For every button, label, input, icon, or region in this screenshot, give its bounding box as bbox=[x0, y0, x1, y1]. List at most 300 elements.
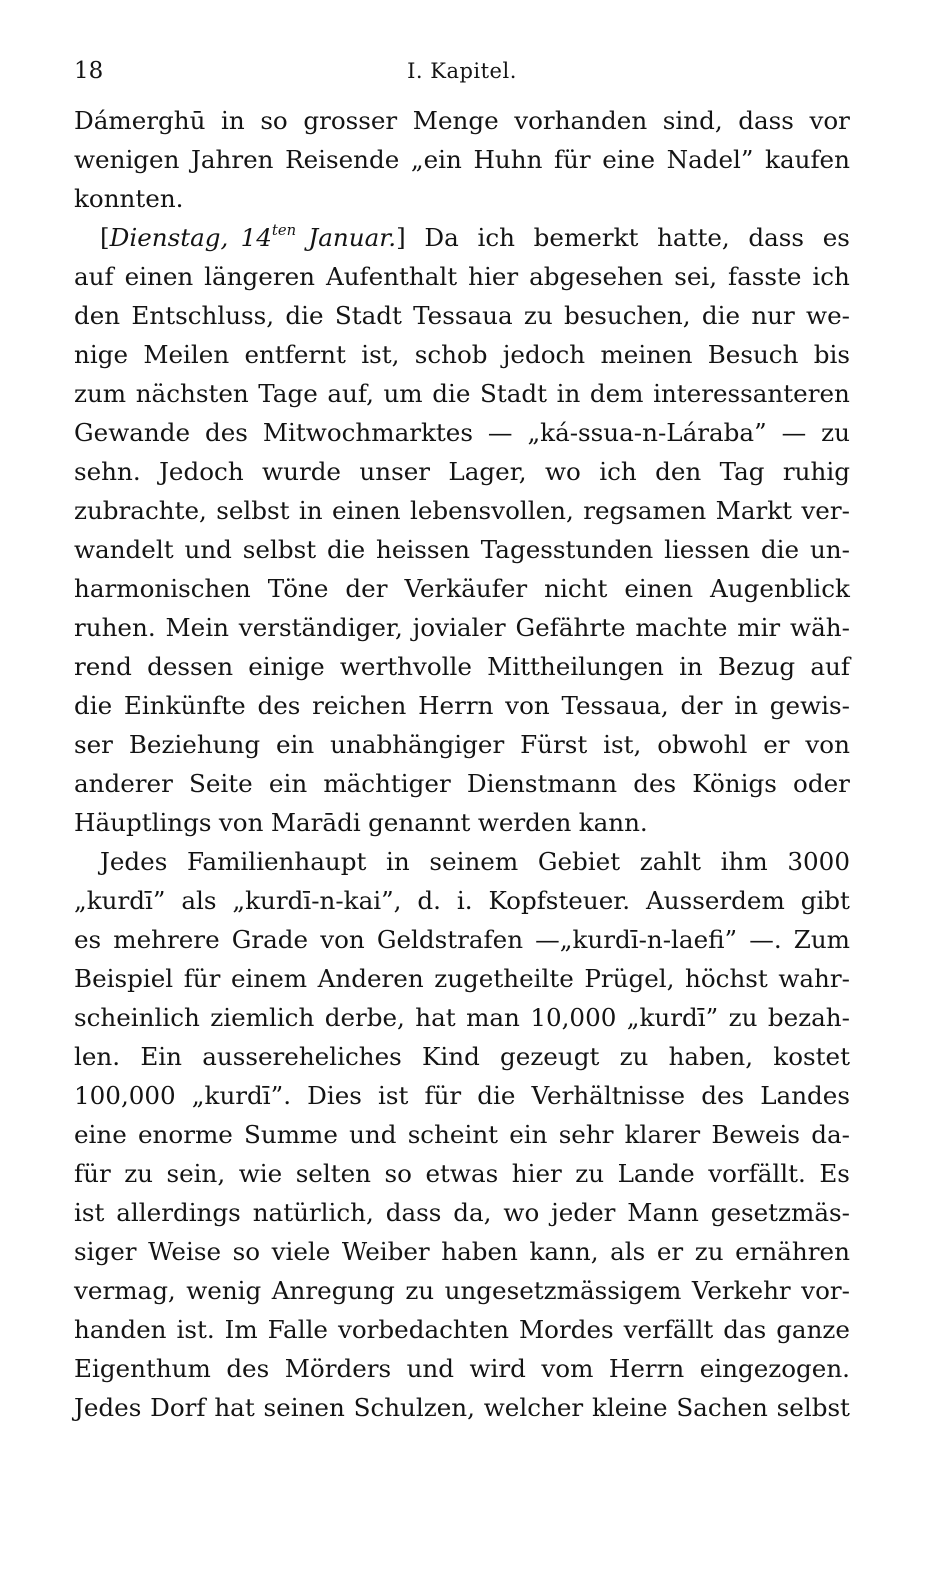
word: Dies bbox=[307, 1081, 362, 1110]
word: die bbox=[701, 301, 741, 330]
word: wäh- bbox=[790, 613, 850, 642]
text-line bbox=[74, 959, 850, 998]
word: sind, bbox=[662, 106, 723, 135]
text-line bbox=[74, 218, 850, 257]
word: in bbox=[734, 691, 759, 720]
word: Mein bbox=[165, 613, 229, 642]
word: es bbox=[822, 223, 850, 252]
word: das bbox=[723, 1315, 767, 1344]
word: schob bbox=[414, 340, 488, 369]
word: len. bbox=[74, 1042, 121, 1071]
word: Seite bbox=[189, 769, 253, 798]
word: einige bbox=[248, 652, 325, 681]
word: Beispiel bbox=[74, 964, 174, 993]
word: zubrachte, bbox=[74, 496, 207, 525]
word: nächsten bbox=[135, 379, 249, 408]
word: die bbox=[74, 691, 113, 720]
word: Verhältnisse bbox=[531, 1081, 686, 1110]
word: 3000 bbox=[787, 847, 850, 876]
date-bracket-open: [ bbox=[100, 223, 110, 252]
word: man bbox=[466, 1003, 520, 1032]
word: Grade bbox=[231, 925, 309, 954]
word: „ein bbox=[410, 145, 462, 174]
word: für bbox=[553, 145, 591, 174]
word: in bbox=[556, 379, 581, 408]
word: des bbox=[701, 1081, 745, 1110]
text-line bbox=[74, 608, 850, 647]
word: heissen bbox=[376, 535, 470, 564]
text-line bbox=[74, 764, 850, 803]
word: bis bbox=[813, 340, 850, 369]
word: eingezogen. bbox=[699, 1354, 850, 1383]
text-line bbox=[74, 101, 850, 140]
date-heading bbox=[100, 218, 406, 257]
word: selbst bbox=[216, 496, 290, 525]
word: Gefährte bbox=[515, 613, 626, 642]
word: allerdings bbox=[116, 1198, 241, 1227]
word: Verkehr bbox=[691, 1276, 791, 1305]
word: dass bbox=[738, 106, 794, 135]
word: Verkäufer bbox=[404, 574, 528, 603]
word: seinem bbox=[429, 847, 519, 876]
word: kostet bbox=[773, 1042, 850, 1071]
word: vom bbox=[541, 1354, 594, 1383]
word: — bbox=[781, 418, 807, 447]
word: kaufen bbox=[765, 145, 850, 174]
word: Häuptlings bbox=[74, 808, 212, 837]
word: etwas bbox=[425, 1159, 499, 1188]
word: „kurdī-n-kai”, bbox=[232, 886, 402, 915]
word: die bbox=[477, 1081, 516, 1110]
word: zu bbox=[575, 1159, 605, 1188]
word: Fürst bbox=[520, 730, 588, 759]
text-line bbox=[74, 1349, 850, 1388]
word: Landes bbox=[760, 1081, 850, 1110]
word: ver- bbox=[801, 496, 850, 525]
body-text bbox=[74, 101, 850, 1427]
word: von bbox=[218, 808, 264, 837]
word: ich bbox=[477, 223, 515, 252]
word: Im bbox=[224, 1315, 258, 1344]
text-line bbox=[74, 530, 850, 569]
word: regsamen bbox=[583, 496, 707, 525]
word: den bbox=[74, 301, 121, 330]
word: mehrere bbox=[113, 925, 220, 954]
word: auf, bbox=[327, 379, 374, 408]
word: in bbox=[386, 847, 410, 876]
word: und bbox=[406, 1354, 455, 1383]
word: selbst bbox=[776, 1393, 850, 1422]
word: Kopfsteuer. bbox=[488, 886, 631, 915]
word: liessen bbox=[664, 535, 751, 564]
word: ist bbox=[378, 1081, 409, 1110]
word: nur bbox=[751, 301, 795, 330]
word: hatte, bbox=[657, 223, 730, 252]
word: meinen bbox=[600, 340, 693, 369]
word: Mann bbox=[627, 1198, 699, 1227]
word: zu bbox=[405, 1276, 435, 1305]
word: Dienstmann bbox=[466, 769, 618, 798]
word: für bbox=[183, 964, 221, 993]
word: und bbox=[184, 535, 232, 564]
word: ziemlich bbox=[210, 1003, 315, 1032]
word: jedoch bbox=[502, 340, 586, 369]
word: vorhanden bbox=[514, 106, 648, 135]
word: unser bbox=[359, 457, 431, 486]
word: Gewande bbox=[74, 418, 191, 447]
word: gewis- bbox=[769, 691, 850, 720]
word: hier bbox=[511, 1159, 562, 1188]
word: konnten. bbox=[74, 184, 184, 213]
word: Weise bbox=[148, 1237, 221, 1266]
word: obwohl bbox=[657, 730, 748, 759]
word: bemerkt bbox=[533, 223, 639, 252]
word: Töne bbox=[267, 574, 329, 603]
word: des bbox=[226, 1354, 270, 1383]
text-line bbox=[74, 881, 850, 920]
word: da, bbox=[453, 1198, 492, 1227]
text-line bbox=[74, 179, 850, 218]
text-line bbox=[74, 1271, 850, 1310]
word: entfernt bbox=[244, 340, 346, 369]
text-line bbox=[74, 803, 850, 842]
word: dass bbox=[385, 1198, 442, 1227]
word: werthvolle bbox=[339, 652, 472, 681]
word: ein bbox=[275, 730, 315, 759]
word: Jedes bbox=[100, 847, 168, 876]
word: zu bbox=[619, 1042, 649, 1071]
word: bezah- bbox=[767, 1003, 850, 1032]
word: mächtiger bbox=[323, 769, 451, 798]
word: selbst bbox=[242, 535, 317, 564]
text-line bbox=[74, 842, 850, 881]
word: ist bbox=[74, 1198, 105, 1227]
word: Mörders bbox=[284, 1354, 392, 1383]
word: sei, bbox=[674, 262, 718, 291]
word: ihm bbox=[720, 847, 768, 876]
word: hat bbox=[415, 1003, 456, 1032]
word: anderer bbox=[74, 769, 173, 798]
word: mir bbox=[737, 613, 781, 642]
word: Tagesstunden bbox=[480, 535, 654, 564]
word: eine bbox=[74, 1120, 127, 1149]
word: hier bbox=[468, 262, 519, 291]
word: Ein bbox=[140, 1042, 182, 1071]
word: so bbox=[384, 1159, 412, 1188]
word: reichen bbox=[312, 691, 407, 720]
word: eine bbox=[602, 145, 656, 174]
word: Ausserdem bbox=[646, 886, 785, 915]
word: in bbox=[679, 652, 703, 681]
word: kleine bbox=[591, 1393, 668, 1422]
word: Prügel, bbox=[584, 964, 675, 993]
word: zugetheilte bbox=[434, 964, 574, 993]
word: ist, bbox=[361, 340, 400, 369]
word: rend bbox=[74, 652, 132, 681]
text-line bbox=[74, 257, 850, 296]
word: er bbox=[763, 730, 790, 759]
word: jeder bbox=[551, 1198, 616, 1227]
word: —„kurdī-n-laefi” bbox=[535, 925, 738, 954]
word: Mordes bbox=[518, 1315, 614, 1344]
word: Aufenthalt bbox=[325, 262, 458, 291]
word: einen bbox=[624, 574, 694, 603]
word: Einkünfte bbox=[123, 691, 246, 720]
word: Königs bbox=[692, 769, 777, 798]
text-line bbox=[74, 998, 850, 1037]
word: den bbox=[655, 457, 702, 486]
word: — bbox=[487, 418, 513, 447]
date-weekday: Dienstag, bbox=[109, 223, 229, 252]
running-head: I. Kapitel. bbox=[407, 59, 517, 83]
word: der bbox=[680, 691, 723, 720]
word: in bbox=[221, 106, 245, 135]
word: die bbox=[285, 301, 324, 330]
word: wo bbox=[503, 1198, 540, 1227]
word: um bbox=[383, 379, 423, 408]
word: Sachen bbox=[676, 1393, 768, 1422]
word: zahlt bbox=[639, 847, 701, 876]
word: „kurdī”. bbox=[191, 1081, 292, 1110]
word: sein, bbox=[166, 1159, 226, 1188]
word: längeren bbox=[204, 262, 315, 291]
word: ein bbox=[268, 769, 308, 798]
word: ruhig bbox=[782, 457, 850, 486]
word: zum bbox=[74, 379, 127, 408]
text-line bbox=[74, 491, 850, 530]
word: Besuch bbox=[707, 340, 799, 369]
text-line bbox=[74, 920, 850, 959]
word: ich bbox=[599, 457, 637, 486]
word: Mittheilungen bbox=[487, 652, 664, 681]
word: Augenblick bbox=[710, 574, 850, 603]
word: von bbox=[805, 730, 850, 759]
text-line bbox=[74, 725, 850, 764]
date-month: Januar. bbox=[308, 223, 397, 252]
word: dass bbox=[748, 223, 805, 252]
word: des bbox=[633, 769, 677, 798]
word: Tessaua, bbox=[561, 691, 669, 720]
word: 100,000 bbox=[74, 1081, 176, 1110]
word: ungesetzmässigem bbox=[444, 1276, 682, 1305]
word: Lager, bbox=[448, 457, 527, 486]
word: die bbox=[326, 535, 366, 564]
word: we- bbox=[806, 301, 850, 330]
word: werden bbox=[477, 808, 572, 837]
word: die bbox=[432, 379, 471, 408]
word: als bbox=[181, 886, 217, 915]
word: genannt bbox=[368, 808, 471, 837]
word: auf bbox=[810, 652, 850, 681]
word: Nadel” bbox=[666, 145, 754, 174]
word: jovialer bbox=[412, 613, 506, 642]
text-line bbox=[74, 335, 850, 374]
word: wandelt bbox=[74, 535, 174, 564]
word: enorme bbox=[138, 1120, 233, 1149]
word: einen bbox=[124, 262, 194, 291]
text-line bbox=[74, 1115, 850, 1154]
word: Lande bbox=[617, 1159, 695, 1188]
word: er bbox=[656, 1237, 684, 1266]
word: zu bbox=[821, 418, 850, 447]
word: nige bbox=[74, 340, 129, 369]
word: haben bbox=[441, 1237, 518, 1266]
date-day: 14 bbox=[240, 223, 272, 252]
date-day-suffix: ten bbox=[271, 221, 297, 239]
word: Anderen bbox=[317, 964, 424, 993]
word: Beziehung bbox=[128, 730, 261, 759]
word: kann, bbox=[529, 1237, 599, 1266]
word: natürlich, bbox=[252, 1198, 374, 1227]
word: des bbox=[257, 691, 301, 720]
word: des bbox=[205, 418, 248, 447]
text-line bbox=[74, 452, 850, 491]
word: handen bbox=[74, 1315, 167, 1344]
word: Da bbox=[424, 223, 459, 252]
word: Herrn bbox=[418, 691, 494, 720]
word: Zum bbox=[793, 925, 850, 954]
word: oder bbox=[793, 769, 850, 798]
word: seinen bbox=[263, 1393, 345, 1422]
word: verständiger, bbox=[238, 613, 403, 642]
word: vermag, bbox=[74, 1276, 176, 1305]
word: es bbox=[74, 925, 102, 954]
word: Schulzen, bbox=[353, 1393, 475, 1422]
text-line bbox=[74, 374, 850, 413]
word: Eigenthum bbox=[74, 1354, 211, 1383]
word: zu bbox=[728, 1003, 758, 1032]
word: Tag bbox=[719, 457, 765, 486]
word: klarer bbox=[624, 1120, 701, 1149]
word: haben, bbox=[668, 1042, 754, 1071]
word: ein bbox=[509, 1120, 548, 1149]
word: Beweis bbox=[711, 1120, 801, 1149]
word: interessanteren bbox=[653, 379, 850, 408]
word: scheinlich bbox=[74, 1003, 200, 1032]
word: Stadt bbox=[479, 379, 547, 408]
word: sehr bbox=[558, 1120, 614, 1149]
word: viele bbox=[271, 1237, 331, 1266]
page-header bbox=[74, 56, 850, 86]
word: verfällt bbox=[623, 1315, 714, 1344]
word: vor bbox=[809, 106, 850, 135]
text-line bbox=[74, 1232, 850, 1271]
word: wie bbox=[238, 1159, 283, 1188]
word: als bbox=[610, 1237, 646, 1266]
word: ruhen. bbox=[74, 613, 156, 642]
word: Weiber bbox=[341, 1237, 430, 1266]
word: Markt bbox=[715, 496, 793, 525]
word: vorbedachten bbox=[337, 1315, 510, 1344]
text-line bbox=[74, 686, 850, 725]
word: ist. bbox=[176, 1315, 215, 1344]
word: Tage bbox=[258, 379, 318, 408]
word: wahr- bbox=[778, 964, 850, 993]
word: scheint bbox=[407, 1120, 499, 1149]
page-number: 18 bbox=[74, 58, 104, 84]
text-line bbox=[74, 569, 850, 608]
word: Herrn bbox=[608, 1354, 685, 1383]
word: Summe bbox=[244, 1120, 338, 1149]
word: der bbox=[345, 574, 388, 603]
text-line bbox=[74, 296, 850, 335]
word: Menge bbox=[412, 106, 499, 135]
text-line bbox=[74, 1076, 850, 1115]
word: Geldstrafen bbox=[376, 925, 524, 954]
word: grosser bbox=[303, 106, 398, 135]
word: ernähren bbox=[735, 1237, 850, 1266]
word: selten bbox=[295, 1159, 372, 1188]
word: einem bbox=[230, 964, 308, 993]
word: Falle bbox=[267, 1315, 328, 1344]
word: unabhängiger bbox=[330, 730, 505, 759]
word: Jedes bbox=[74, 1393, 142, 1422]
word: auf bbox=[74, 262, 114, 291]
word: „kurdī” bbox=[74, 886, 166, 915]
word: einen bbox=[331, 496, 401, 525]
word: Bezug bbox=[717, 652, 796, 681]
word: Es bbox=[819, 1159, 850, 1188]
word: welcher bbox=[483, 1393, 584, 1422]
word: und bbox=[349, 1120, 397, 1149]
word: zu bbox=[124, 1159, 153, 1188]
word: fasste bbox=[728, 262, 802, 291]
word: Entschluss, bbox=[131, 301, 275, 330]
word: wird bbox=[469, 1354, 526, 1383]
word: —. bbox=[749, 925, 782, 954]
word: Kind bbox=[421, 1042, 480, 1071]
word: gesetzmäs- bbox=[710, 1198, 850, 1227]
word: in bbox=[298, 496, 323, 525]
word: Jahren bbox=[191, 145, 274, 174]
word: gibt bbox=[800, 886, 850, 915]
word: zu bbox=[694, 1237, 724, 1266]
word: d. bbox=[417, 886, 441, 915]
word: ganze bbox=[776, 1315, 850, 1344]
word: ich bbox=[812, 262, 850, 291]
word: „kurdī” bbox=[626, 1003, 719, 1032]
word: wo bbox=[544, 457, 581, 486]
text-line bbox=[74, 1154, 850, 1193]
word: 10,000 bbox=[530, 1003, 617, 1032]
word: gezeugt bbox=[500, 1042, 600, 1071]
word: da- bbox=[811, 1120, 850, 1149]
word: Tessaua bbox=[413, 301, 513, 330]
word: ist, bbox=[603, 730, 642, 759]
word: Anregung bbox=[271, 1276, 395, 1305]
word: Jedoch bbox=[159, 457, 244, 486]
text-line bbox=[74, 1037, 850, 1076]
word: Huhn bbox=[473, 145, 543, 174]
text-line bbox=[74, 1193, 850, 1232]
text-line bbox=[74, 1388, 850, 1427]
word: kann. bbox=[578, 808, 648, 837]
word: harmonischen bbox=[74, 574, 251, 603]
word: wurde bbox=[262, 457, 341, 486]
word: lebensvollen, bbox=[410, 496, 574, 525]
word: vorfällt. bbox=[708, 1159, 806, 1188]
word: Dámerghū bbox=[74, 106, 206, 135]
text-line bbox=[74, 413, 850, 452]
word: für bbox=[74, 1159, 111, 1188]
word: Dorf bbox=[150, 1393, 206, 1422]
word: i. bbox=[456, 886, 473, 915]
word: wenig bbox=[186, 1276, 262, 1305]
word: hat bbox=[214, 1393, 255, 1422]
word: Stadt bbox=[334, 301, 402, 330]
word: so bbox=[260, 106, 288, 135]
word: vor- bbox=[801, 1276, 850, 1305]
